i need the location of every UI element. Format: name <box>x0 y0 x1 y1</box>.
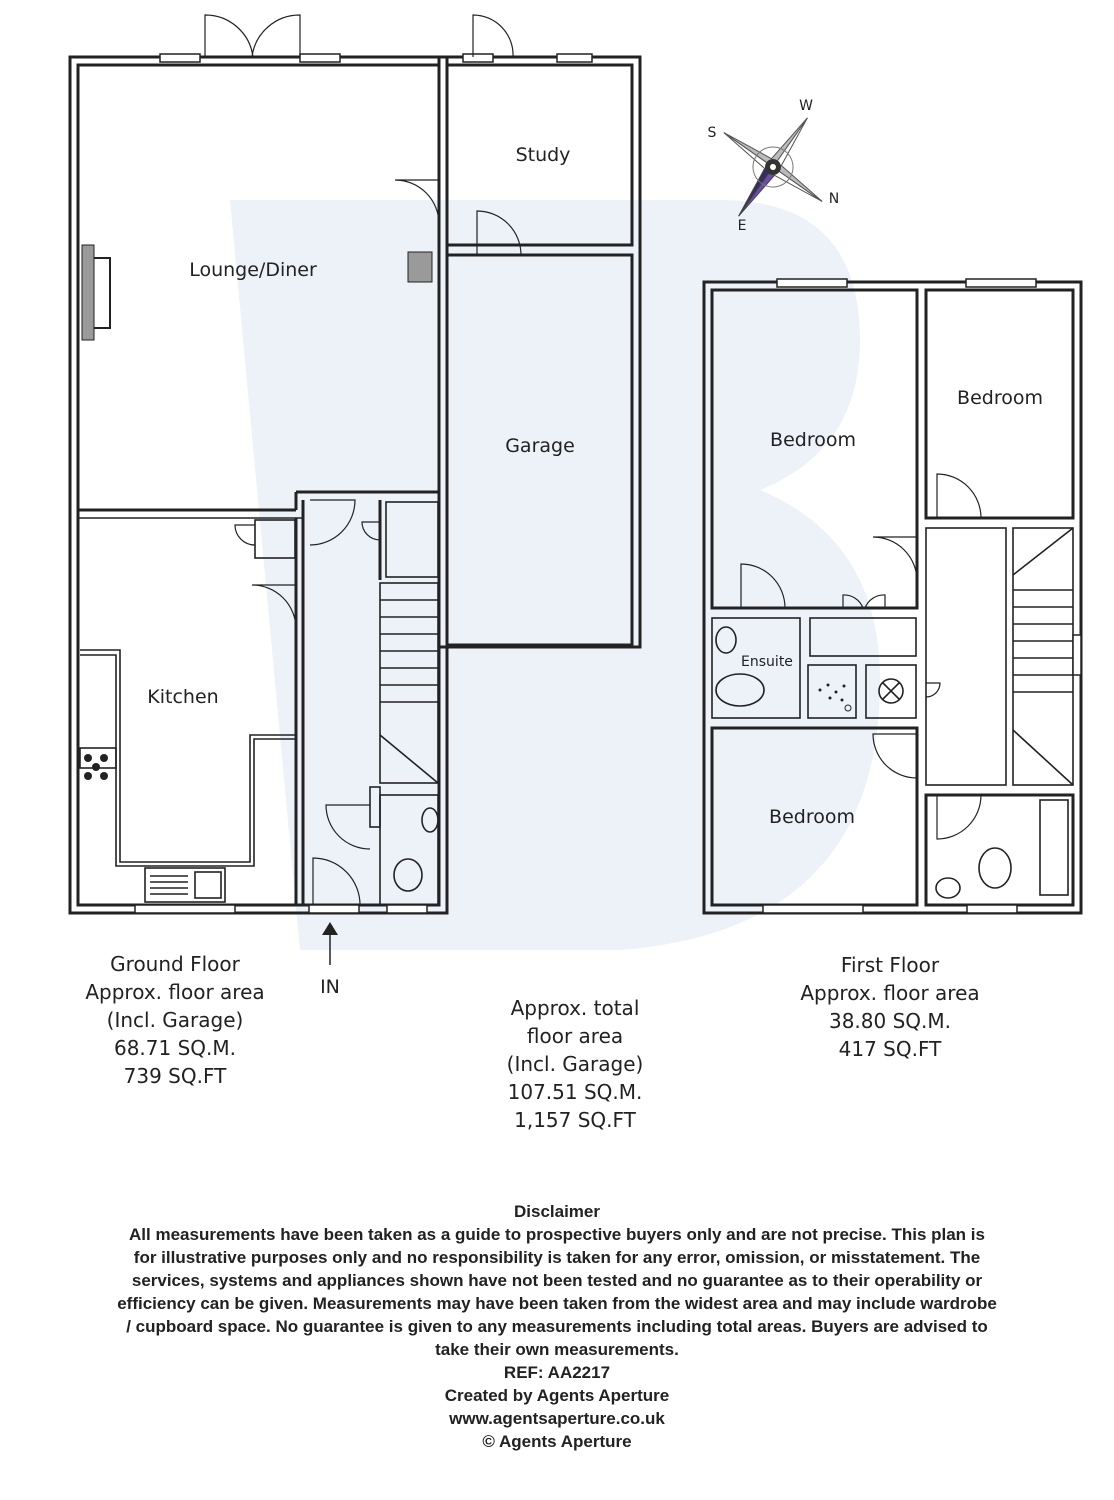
total-line1: Approx. total <box>510 996 640 1020</box>
reference-number: REF: AA2217 <box>503 1363 611 1382</box>
compass-w-label: W <box>799 98 813 114</box>
disclaimer-line: for illustrative purposes only and no responsibility is taken for any error, omission, or misstatement. The <box>133 1248 981 1267</box>
ground-floor-sqft: 739 SQ.FT <box>123 1064 227 1088</box>
window-icon <box>387 905 427 913</box>
window-icon <box>967 905 1017 913</box>
room-label-study: Study <box>515 144 571 166</box>
first-floor-sqm: 38.80 SQ.M. <box>828 1009 952 1033</box>
compass-s-label: S <box>707 125 717 141</box>
entrance-label: IN <box>320 976 340 998</box>
first-floor-stairs <box>1013 528 1073 785</box>
window-icon <box>300 54 340 62</box>
first-floor-area <box>770 951 1010 1063</box>
ground-floor-title: Ground Floor <box>110 952 240 976</box>
disclaimer-heading: Disclaimer <box>514 1202 600 1221</box>
window-icon <box>1073 635 1081 675</box>
website-link[interactable]: www.agentsaperture.co.uk <box>449 1409 665 1428</box>
bathroom-toilet-icon <box>979 848 1011 888</box>
window-icon <box>135 905 235 913</box>
total-area <box>455 994 695 1134</box>
disclaimer-line: take their own measurements. <box>435 1340 679 1359</box>
disclaimer-line: All measurements have been taken as a guide to prospective buyers only and are not precise. This plan is <box>129 1225 985 1244</box>
boiler-icon <box>408 252 432 282</box>
room-label-ensuite: Ensuite <box>741 654 793 670</box>
room-label-bedroom-2: Bedroom <box>957 387 1043 409</box>
window-icon <box>463 54 493 62</box>
bath-icon <box>1040 800 1068 895</box>
created-by: Created by Agents Aperture <box>444 1386 670 1405</box>
disclaimer-line: efficiency can be given. Measurements may have been taken from the widest area and may include wardrobe <box>117 1294 997 1313</box>
window-icon <box>160 54 200 62</box>
disclaimer-line: services, systems and appliances shown have not been tested and no guarantee as to their operability or <box>131 1271 983 1290</box>
first-floor-title: First Floor <box>840 953 940 977</box>
ground-floor-line1: Approx. floor area <box>85 980 265 1004</box>
compass-n-label: N <box>828 191 840 207</box>
ground-floor-sqm: 68.71 SQ.M. <box>113 1036 237 1060</box>
first-floor-line1: Approx. floor area <box>800 981 980 1005</box>
window-icon <box>763 905 863 913</box>
watermark-logo <box>230 200 880 950</box>
ground-floor-line2: (Incl. Garage) <box>106 1008 244 1032</box>
disclaimer-line: / cupboard space. No guarantee is given to any measurements including total areas. Buyers are advised to <box>126 1317 988 1336</box>
bathroom-basin-icon <box>936 878 960 898</box>
hob-icon <box>84 754 108 780</box>
disclaimer <box>0 1200 1114 1453</box>
room-label-bedroom-3: Bedroom <box>769 806 855 828</box>
total-line2: floor area <box>526 1024 624 1048</box>
total-line3: (Incl. Garage) <box>506 1052 644 1076</box>
room-label-kitchen: Kitchen <box>147 686 219 708</box>
total-sqm: 107.51 SQ.M. <box>507 1080 643 1104</box>
kitchen-sink-icon <box>145 868 225 902</box>
window-icon <box>557 54 592 62</box>
fireplace-icon <box>82 245 94 340</box>
room-label-lounge: Lounge/Diner <box>189 259 317 281</box>
front-door-icon <box>309 905 359 913</box>
room-label-bedroom-1: Bedroom <box>770 429 856 451</box>
total-sqft: 1,157 SQ.FT <box>514 1108 636 1132</box>
window-icon <box>777 279 847 287</box>
first-floor-sqft: 417 SQ.FT <box>838 1037 942 1061</box>
room-label-garage: Garage <box>505 435 575 457</box>
copyright: © Agents Aperture <box>482 1432 632 1451</box>
ground-floor-area <box>55 950 295 1090</box>
window-icon <box>966 279 1036 287</box>
compass-e-label: E <box>737 218 747 234</box>
